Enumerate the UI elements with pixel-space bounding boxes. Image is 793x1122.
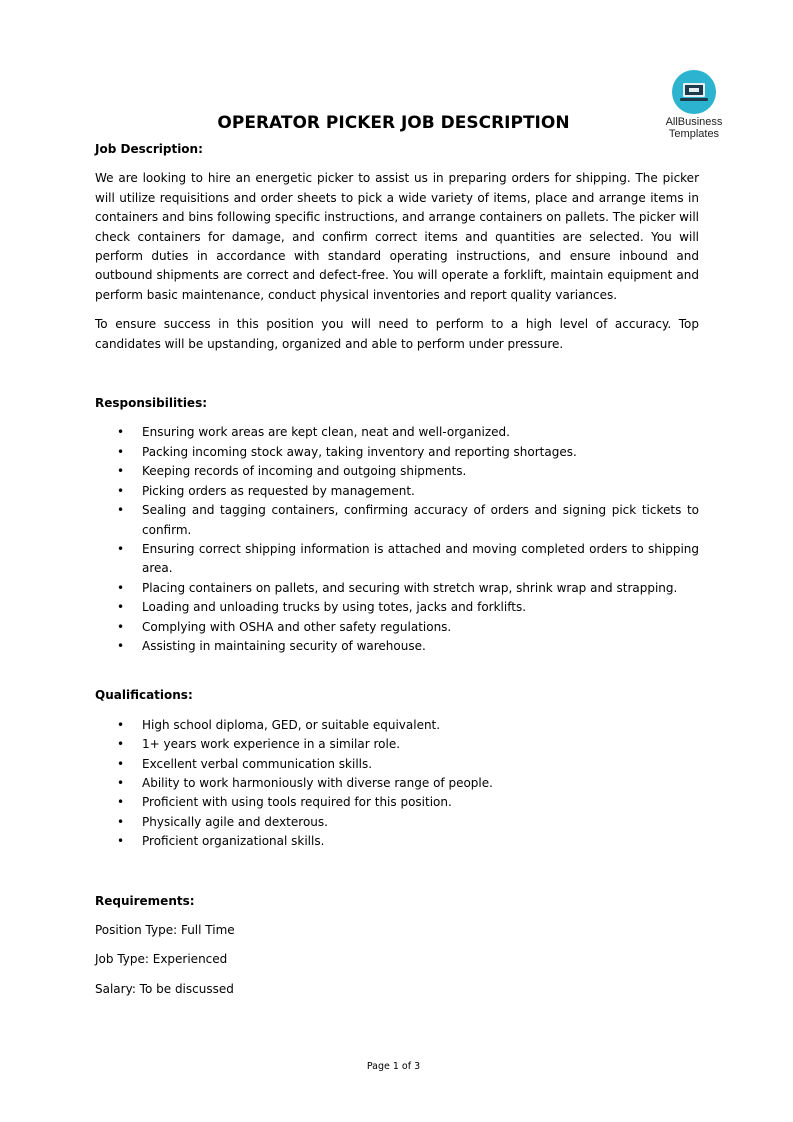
list-item: • Excellent verbal communication skills. — [117, 756, 373, 771]
salary: Salary: To be discussed — [95, 981, 234, 996]
list-item: • Ensuring correct shipping information is attached and moving completed orders to shipping area. — [117, 541, 699, 576]
document-body — [95, 140, 699, 999]
list-item: • Picking orders as requested by management. — [117, 483, 415, 498]
job-description-paragraph: We are looking to hire an energetic picker to assist us in preparing orders for shipping. The picker will utilize requisitions and order sheets to pick a wide variety of items, place and arrange items in containers and bins following specific instructions, and arrange containers on pallets. The picker will check containers for damage, and confirm correct items and quantities are selected. You will perform duties in accordance with standard operating instructions, and ensure inbound and outbound shipments are correct and defect-free. You will operate a forklift, maintain equipment and perform basic maintenance, conduct physical inventories and report quality variances. — [95, 171, 699, 302]
list-item: • Ensuring work areas are kept clean, neat and well-organized. — [117, 425, 510, 440]
list-item: • Packing incoming stock away, taking inventory and reporting shortages. — [117, 444, 577, 459]
position-type: Position Type: Full Time — [95, 923, 235, 937]
page-number: Page 1 of 3 — [366, 1061, 421, 1072]
list-item: • 1+ years work experience in a similar role. — [117, 737, 401, 752]
list-item: • Loading and unloading trucks by using totes, jacks and forklifts. — [117, 600, 527, 615]
list-item: • Sealing and tagging containers, confirming accuracy of orders and signing pick tickets to confirm. — [117, 503, 699, 537]
list-item: • Proficient with using tools required for this position. — [117, 795, 452, 810]
job-description-paragraph: To ensure success in this position you will need to perform to a high level of accuracy. Top candidates will be upstanding, organized and able to perform under pressure. — [95, 317, 699, 351]
list-item: • Complying with OSHA and other safety regulations. — [117, 619, 452, 634]
list-item: • Placing containers on pallets, and securing with stretch wrap, shrink wrap and strapping. — [117, 580, 678, 595]
list-item: • Ability to work harmoniously with diverse range of people. — [117, 775, 493, 790]
responsibilities-heading: Responsibilities: — [95, 396, 208, 411]
list-item: • Proficient organizational skills. — [117, 834, 325, 849]
page-title: OPERATOR PICKER JOB DESCRIPTION — [217, 113, 570, 133]
qualifications-heading: Qualifications: — [95, 688, 193, 703]
job-description-heading: Job Description: — [95, 142, 203, 156]
list-item: • Keeping records of incoming and outgoing shipments. — [117, 464, 467, 479]
qualifications-list — [95, 716, 699, 852]
list-item: • High school diploma, GED, or suitable equivalent. — [117, 717, 441, 732]
logo-line-1: AllBusiness — [665, 116, 723, 128]
list-item: • Assisting in maintaining security of warehouse. — [117, 638, 426, 653]
logo-line-2: Templates — [668, 128, 720, 140]
responsibilities-list — [95, 423, 699, 656]
requirements-heading: Requirements: — [95, 893, 195, 908]
job-type: Job Type: Experienced — [95, 952, 228, 967]
laptop-icon — [672, 70, 716, 114]
list-item: • Physically agile and dexterous. — [117, 814, 328, 829]
